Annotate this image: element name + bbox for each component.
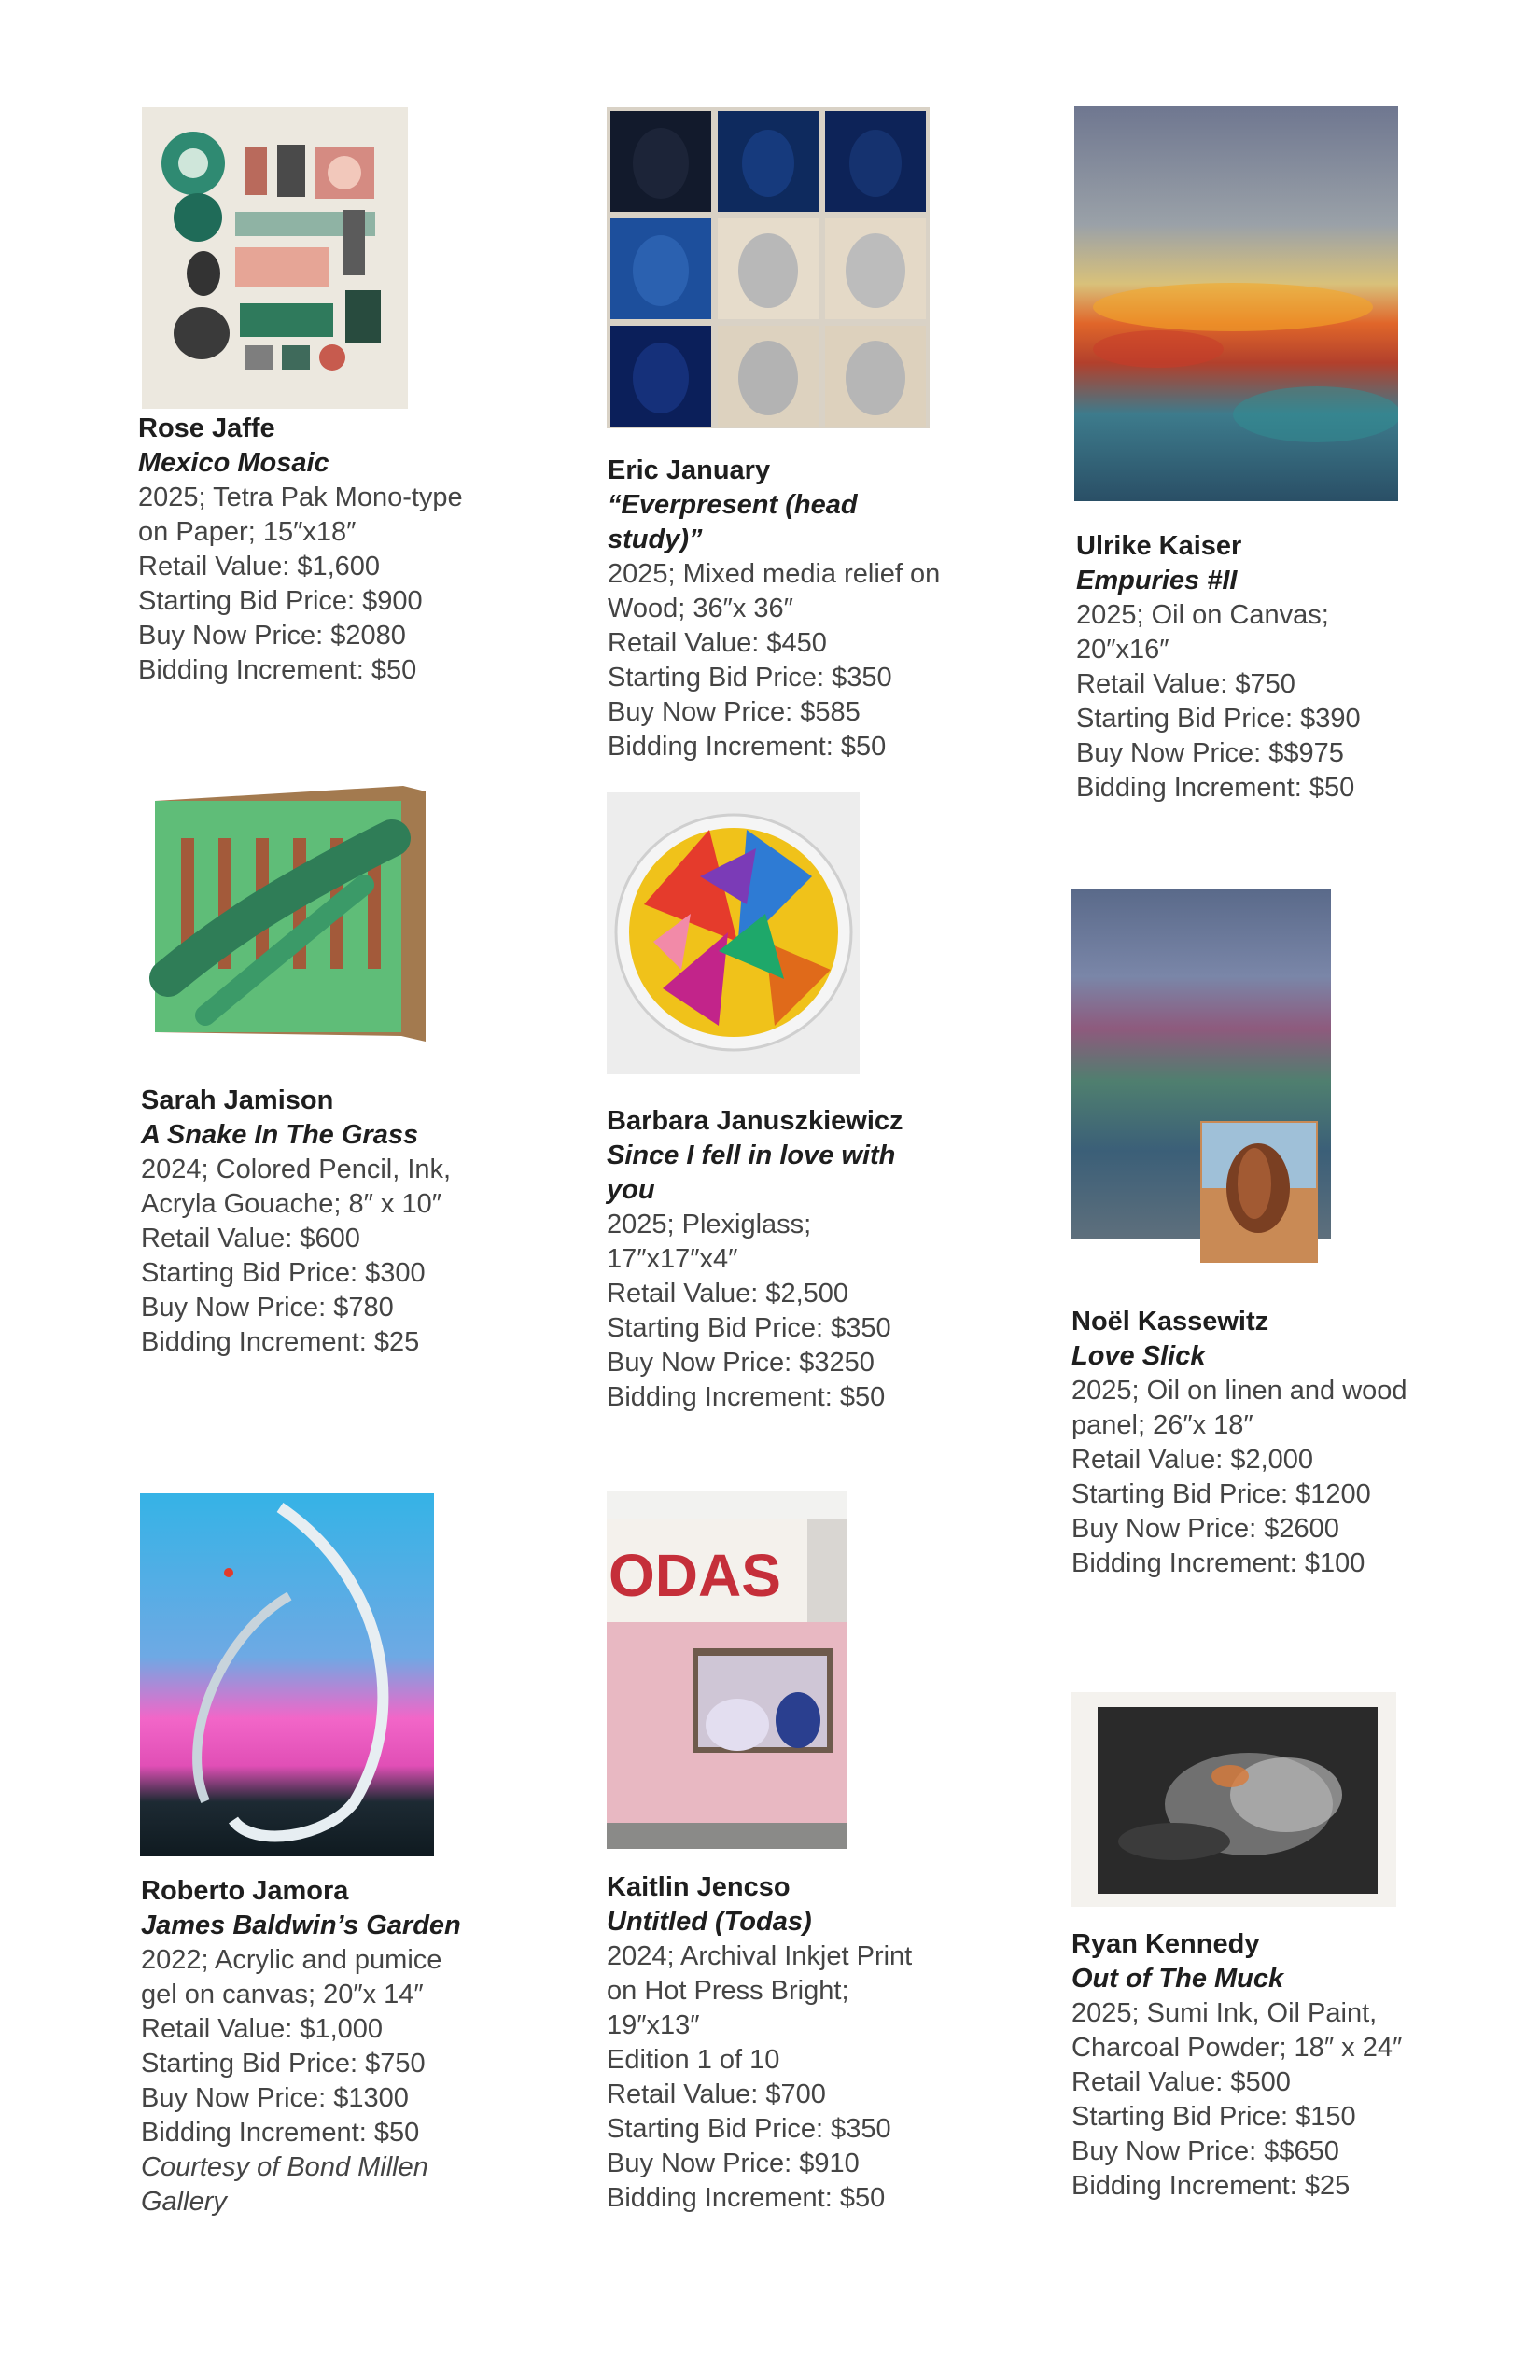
artwork-caption	[1071, 1305, 1407, 1581]
artist-name: Barbara Januszkiewicz	[607, 1106, 903, 1136]
courtesy-note: Courtesy of Bond Millen Gallery	[141, 2152, 428, 2217]
artwork-title: Out of The Muck	[1071, 1964, 1284, 1994]
buy-now-price: Buy Now Price: $585	[608, 697, 861, 727]
artist-name: Eric January	[608, 455, 771, 485]
artwork-caption	[607, 1870, 943, 2216]
retail-value: Retail Value: $450	[608, 628, 827, 658]
buy-now-price: Buy Now Price: $$650	[1071, 2136, 1339, 2166]
artwork-image-mexico-mosaic	[142, 107, 408, 409]
artwork-medium: 2025; Mixed media relief on Wood; 36″x 36″	[608, 559, 941, 623]
artwork-caption	[1076, 529, 1412, 805]
artwork-medium: 2024; Archival Inkjet Print on Hot Press Bright; 19″x13″	[607, 1941, 913, 2040]
artwork-title: Untitled (Todas)	[607, 1907, 812, 1937]
starting-bid: Starting Bid Price: $150	[1071, 2102, 1356, 2132]
artwork-caption	[141, 1084, 477, 1360]
retail-value: Retail Value: $600	[141, 1224, 360, 1253]
artwork-image-everpresent	[607, 107, 930, 428]
retail-value: Retail Value: $2,500	[607, 1279, 849, 1309]
artwork-image-since-i-fell	[607, 792, 860, 1074]
artwork-title: “Everpresent (head study)”	[608, 490, 858, 554]
starting-bid: Starting Bid Price: $750	[141, 2049, 426, 2079]
retail-value: Retail Value: $1,600	[138, 552, 381, 581]
retail-value: Retail Value: $700	[607, 2079, 826, 2109]
artwork-medium: 2025; Plexiglass; 17″x17″x4″	[607, 1210, 812, 1274]
artwork-caption	[138, 412, 474, 688]
bidding-increment: Bidding Increment: $50	[607, 2183, 886, 2213]
artwork-title: James Baldwin’s Garden	[141, 1911, 461, 1940]
artist-name: Roberto Jamora	[141, 1876, 349, 1906]
bidding-increment: Bidding Increment: $50	[608, 732, 887, 762]
starting-bid: Starting Bid Price: $390	[1076, 704, 1361, 734]
buy-now-price: Buy Now Price: $$975	[1076, 738, 1344, 768]
bidding-increment: Bidding Increment: $50	[138, 655, 417, 685]
artwork-image-love-slick	[1071, 889, 1331, 1263]
buy-now-price: Buy Now Price: $780	[141, 1293, 394, 1323]
retail-value: Retail Value: $500	[1071, 2067, 1291, 2097]
bidding-increment: Bidding Increment: $50	[141, 2118, 420, 2148]
starting-bid: Starting Bid Price: $350	[607, 2114, 891, 2144]
artist-name: Ryan Kennedy	[1071, 1929, 1260, 1959]
artwork-title: Empuries #II	[1076, 566, 1238, 595]
bidding-increment: Bidding Increment: $25	[1071, 2171, 1351, 2201]
buy-now-price: Buy Now Price: $1300	[141, 2083, 409, 2113]
starting-bid: Starting Bid Price: $350	[608, 663, 892, 693]
artist-name: Sarah Jamison	[141, 1085, 334, 1115]
artwork-caption	[608, 454, 944, 764]
starting-bid: Starting Bid Price: $300	[141, 1258, 426, 1288]
artwork-medium: 2022; Acrylic and pumice gel on canvas; 20″x 14″	[141, 1945, 442, 2009]
artwork-caption	[1071, 1927, 1407, 2204]
starting-bid: Starting Bid Price: $350	[607, 1313, 891, 1343]
retail-value: Retail Value: $1,000	[141, 2014, 384, 2044]
artwork-title: Since I fell in love with you	[607, 1141, 896, 1205]
artwork-image-untitled-todas	[607, 1491, 847, 1849]
artwork-caption	[141, 1874, 477, 2219]
edition: Edition 1 of 10	[607, 2045, 780, 2075]
artist-name: Ulrike Kaiser	[1076, 531, 1242, 561]
artwork-image-snake-in-grass	[149, 782, 427, 1045]
artwork-caption	[607, 1104, 943, 1415]
bidding-increment: Bidding Increment: $50	[607, 1382, 886, 1412]
retail-value: Retail Value: $2,000	[1071, 1445, 1314, 1475]
artwork-title: Mexico Mosaic	[138, 448, 329, 478]
storefront-sign-text: ODAS	[609, 1542, 781, 1609]
retail-value: Retail Value: $750	[1076, 669, 1295, 699]
artist-name: Kaitlin Jencso	[607, 1872, 791, 1902]
buy-now-price: Buy Now Price: $2600	[1071, 1514, 1339, 1544]
buy-now-price: Buy Now Price: $2080	[138, 621, 406, 651]
artwork-title: Love Slick	[1071, 1341, 1206, 1371]
artist-name: Rose Jaffe	[138, 413, 275, 443]
bidding-increment: Bidding Increment: $50	[1076, 773, 1355, 803]
bidding-increment: Bidding Increment: $25	[141, 1327, 420, 1357]
artwork-image-empuries	[1074, 106, 1398, 501]
artwork-image-james-baldwins-garden	[140, 1493, 434, 1856]
bidding-increment: Bidding Increment: $100	[1071, 1548, 1365, 1578]
buy-now-price: Buy Now Price: $910	[607, 2149, 860, 2178]
starting-bid: Starting Bid Price: $900	[138, 586, 423, 616]
artwork-medium: 2024; Colored Pencil, Ink, Acryla Gouache; 8″ x 10″	[141, 1155, 452, 1219]
artwork-image-out-of-the-muck	[1071, 1692, 1396, 1907]
starting-bid: Starting Bid Price: $1200	[1071, 1479, 1371, 1509]
artwork-title: A Snake In The Grass	[141, 1120, 419, 1150]
artwork-medium: 2025; Oil on linen and wood panel; 26″x 18″	[1071, 1376, 1407, 1440]
artwork-medium: 2025; Oil on Canvas; 20″x16″	[1076, 600, 1329, 665]
artist-name: Noël Kassewitz	[1071, 1307, 1269, 1337]
artwork-medium: 2025; Tetra Pak Mono-type on Paper; 15″x18″	[138, 483, 463, 547]
artwork-medium: 2025; Sumi Ink, Oil Paint, Charcoal Powder; 18″ x 24″	[1071, 1998, 1403, 2063]
buy-now-price: Buy Now Price: $3250	[607, 1348, 875, 1378]
